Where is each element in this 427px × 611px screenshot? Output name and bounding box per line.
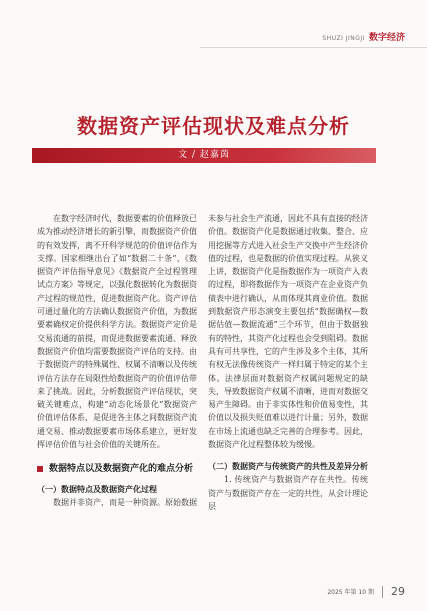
subsection-2-paragraph: 1. 传统资产与数据资产存在共性。传统资产与数据资产存在一定的共性，从会计理论层 bbox=[208, 475, 368, 511]
section-heading-1 bbox=[37, 462, 197, 476]
article-title: 数据资产评估现状及难点分析 bbox=[77, 114, 350, 138]
continued-paragraph: 未参与社会生产流通，因此不具有直接的经济价值。数据资产化是数据通过收集、整合、应用挖掘等方式进入社会生产交换中产生经济价值的过程，也是数据的价值实现过程。从狭义上讲，数据资产化是指数据作为一项资产入表的过程，即将数据作为一项资产在企业资产负债表中进行确认，从而体现其商业价值。数据到数据资产形态演变主要包括“数据确权—数据估值—数据流通”三个环节，但由于数据独有的特性，其资产化过程也会受到阻碍。数据具有可共享性，它的产生涉及多个主体，其所有权无法像传统资产一样归属于特定的某个主体。法律层面对数据资产权属问题规定的缺失，导致数据资产权属不清晰，进而对数据交易产生障碍。由于非实体性和价值易变性，其价值以及损失贬值难以进行计量；另外，数据在市场上流通也缺乏完善的合理参考。因此，数据资产化过程整体较为缓慢。 bbox=[208, 214, 368, 450]
section-bullet-icon bbox=[37, 466, 43, 472]
issue-label: 2025 年第 10 期 bbox=[327, 589, 374, 596]
left-column bbox=[37, 212, 197, 510]
section-name-en: SHUZI JINGJI bbox=[322, 35, 365, 42]
page-number: 29 bbox=[391, 585, 405, 598]
right-column bbox=[208, 212, 368, 513]
subsection-heading-2: （二）数据资产与传统资产的共性及差异分析 bbox=[208, 462, 368, 472]
header-divider bbox=[200, 47, 427, 48]
journal-header bbox=[322, 30, 405, 43]
page-footer bbox=[327, 585, 405, 598]
author-banner bbox=[32, 148, 376, 163]
author-byline: 文 / 赵嘉茵 bbox=[178, 150, 230, 160]
subsection-1-paragraph: 数据并非资产，而是一种资源。原始数据 bbox=[53, 498, 197, 508]
intro-paragraph: 在数字经济时代，数据要素的价值释放已成为推动经济增长的新引擎，而数据资产价值的有效发挥，离不开科学规范的价值评估作为支撑。国家相继出台了如“数据二十条”、《数据资产评估指导意见》《数据资产全过程管理试点方案》等规定，以强化数据转化为数据资产过程的规范性，促进数据资产化。资产评估可通过量化的方法确认数据资产价值，为数据要素确权定价提供科学方法。数据资产定价是交易流通的前提，而促进数据要素流通、释放数据资产价值均需要数据资产评估的支持。由于数据资产的特殊属性、权属不清晰以及传统评估方法存在局限性给数据资产的价值评估带来了挑战。因此，分析数据资产评估现状，突破关键难点，构建“动态化场景化”数据资产价值评估体系，是促进各主体之间数据资产流通交易、推动数据要素市场体系建立，更好发挥评估价值与社会价值的关键所在。 bbox=[37, 214, 197, 450]
section-name-cn: 数字经济 bbox=[368, 33, 405, 43]
section-heading-1-text: 数据特点以及数据资产化的难点分析 bbox=[49, 464, 194, 475]
subsection-heading-1: （一）数据特点及数据资产化过程 bbox=[37, 485, 157, 495]
footer-divider bbox=[382, 586, 383, 598]
